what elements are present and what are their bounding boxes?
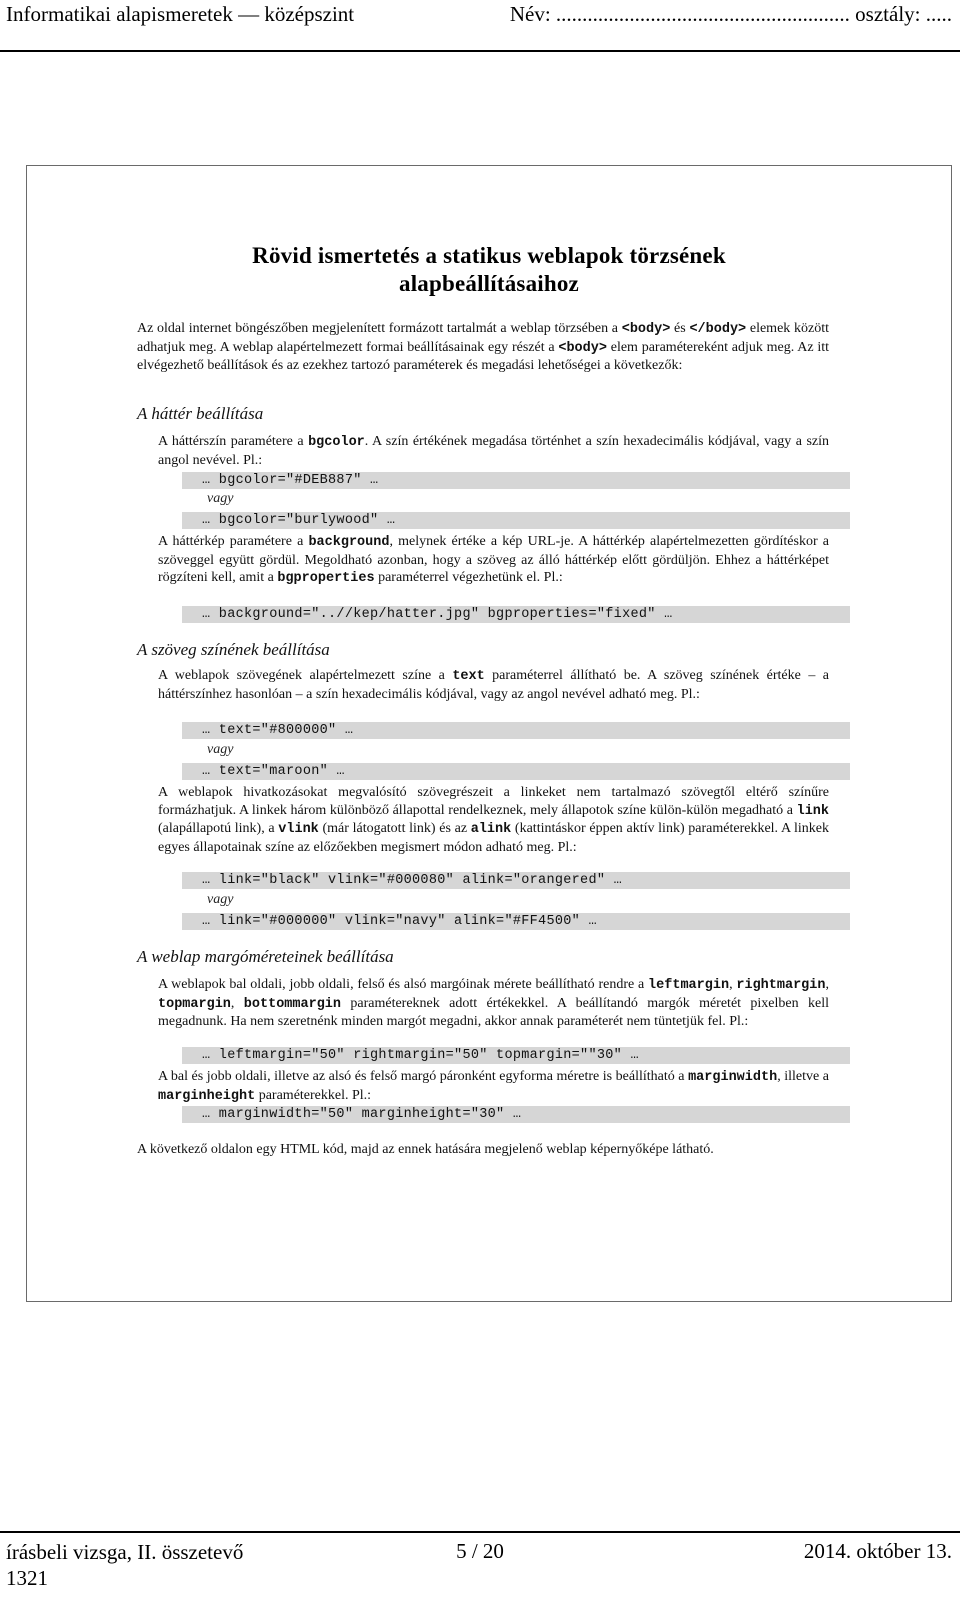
code-example-bgcolor-hex: … bgcolor=″#DEB887″ …: [182, 472, 850, 489]
page-header: [0, 0, 960, 52]
or-label: vagy: [207, 742, 234, 757]
header-subject: Informatikai alapismeretek — középszint: [6, 2, 355, 26]
document-title-line2: alapbeállításaihoz: [399, 271, 579, 296]
inline-code: <body>: [621, 322, 671, 337]
code-example-background: … background=″..//kep/hatter.jpg″ bgproperties=″fixed″ …: [182, 606, 850, 623]
code-example-bgcolor-name: … bgcolor=″burlywood″ …: [182, 512, 850, 529]
page-footer: [0, 1531, 960, 1599]
section1-paragraph2: A háttérkép paramétere a background, melynek értéke a kép URL-je. A háttérkép alapértelmezetten gördítéskor a szöveggel együtt gördül. Megoldható azonban, hogy a szöveg az álló háttérkép előtt gördüljön. Ehhez a háttérképet rögzíteni kell, amit a bgproperties paraméterrel végezhetünk el. Pl.:: [158, 534, 829, 586]
section3-paragraph2: A bal és jobb oldali, illetve az alsó és felső margó páronként egyforma méretre is beállítható a marginwidth, illetve a marginheight paraméterekkel. Pl.:: [158, 1069, 830, 1104]
section-heading-margins: A weblap margóméreteinek beállítása: [137, 947, 394, 966]
header-name-class-field: Név: ........................................................ osztály: .....: [509, 2, 952, 26]
inline-code: bgproperties: [277, 571, 375, 586]
or-label: vagy: [207, 892, 234, 907]
code-example-text-name: … text=″maroon″ …: [182, 763, 850, 780]
footer-exam-part: írásbeli vizsga, II. összetevő: [6, 1540, 244, 1564]
inline-code: alink: [470, 822, 512, 837]
section2-paragraph2: A weblapok hivatkozásokat megvalósító szövegrészeit a linkeket nem tartalmazó szövegtől eltérő színűre formázhatjuk. A linkek három különböző állapottal rendelkeznek, mely állapotok színe külön-külön megadható a link (alapállapotú link), a vlink (már látogatott link) és az alink (kattintáskor éppen aktív link) paraméterekkel. A linkek egyes állapotainak színe az előzőekben megismert módon adható meg. Pl.:: [158, 785, 829, 855]
inline-code: marginheight: [158, 1088, 256, 1104]
document-title-line1: Rövid ismertetés a statikus weblapok törzsének: [252, 243, 726, 268]
intro-paragraph: Az oldal internet böngészőben megjelenített formázott tartalmát a weblap törzsében a <body> és </body> elemek között adhatjuk meg. A weblap alapértelmezett formai beállításainak egy részét a <body> elem paramétereként adjuk meg. Az itt elvégezhető beállítások és az ezekhez tartozó paraméterek és megadási lehetőségei a következők:: [137, 321, 829, 373]
inline-code: background: [308, 535, 390, 550]
closing-paragraph: A következő oldalon egy HTML kód, majd az ennek hatására megjelenő weblap képernyőképe látható.: [137, 1142, 714, 1157]
inline-code: vlink: [278, 822, 319, 837]
section2-paragraph1: A weblapok szövegének alapértelmezett színe a text paraméterrel állítható be. A szöveg színének értéke – a háttérszínhez hasonlóan – a szín hexadecimális kódjával, vagy az angol nevével adható meg. Pl.:: [158, 668, 829, 702]
inline-code: </body>: [689, 322, 747, 337]
inline-code: marginwidth: [688, 1070, 778, 1085]
or-label: vagy: [207, 491, 234, 506]
inline-code: <body>: [558, 340, 607, 356]
scanned-document-frame: [26, 165, 952, 1302]
inline-code: topmargin: [158, 996, 231, 1012]
section-heading-background: A háttér beállítása: [137, 404, 264, 423]
section3-paragraph1: A weblapok bal oldali, jobb oldali, felső és alsó margóinak mérete beállítható rendre a leftmargin, rightmargin, topmargin, bottommargin paramétereknek adott értékekkel. A beállítandó margók méretét pixelben kell megadnunk. Ha nem szeretnénk minden margót megadni, akkor annak paraméterét nem tüntetjük fel. Pl.:: [158, 977, 829, 1029]
footer-page-number: 5 / 20: [456, 1539, 504, 1563]
footer-date: 2014. október 13.: [803, 1539, 952, 1563]
inline-code: bgcolor: [308, 435, 365, 450]
section-heading-text-color: A szöveg színének beállítása: [137, 640, 330, 659]
code-example-marginwidth: … marginwidth=″50″ marginheight=″30″ …: [182, 1106, 850, 1123]
code-example-link-hex: … link=″#000000″ vlink=″navy″ alink=″#FF4500″ …: [182, 913, 850, 930]
code-example-text-hex: … text=″#800000″ …: [182, 722, 850, 739]
code-example-link-names: … link=″black″ vlink=″#000080″ alink=″orangered″ …: [182, 872, 850, 889]
footer-exam-code: 1321: [6, 1566, 48, 1590]
section1-paragraph1: A háttérszín paramétere a bgcolor. A szín értékének megadása történhet a szín hexadecimális kódjával, vagy a szín angol nevével. Pl.:: [158, 434, 829, 468]
inline-code: text: [452, 669, 485, 684]
inline-code: rightmargin: [736, 978, 826, 993]
inline-code: leftmargin: [648, 978, 730, 993]
inline-code: bottommargin: [243, 996, 342, 1012]
code-example-margins: … leftmargin=″50″ rightmargin=″50″ topmargin=″″30″ …: [182, 1047, 850, 1064]
document-title: [27, 242, 951, 298]
inline-code: link: [796, 803, 829, 819]
